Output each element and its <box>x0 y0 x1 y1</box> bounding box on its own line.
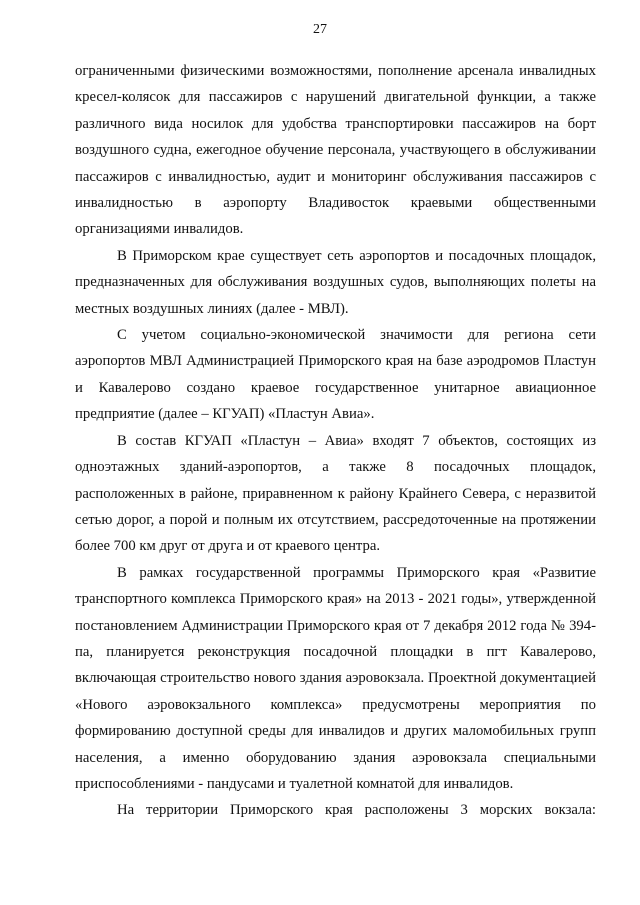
page-number: 27 <box>313 22 327 37</box>
paragraph-continuation: ограниченными физическими возможностями, пополнение арсенала инвалидных кресел-колясок для пассажиров с нарушений двигательной функции, а также различного вида носилок для удобства транспортировки пассажиров на борт воздушного судна, ежегодное обучение персонала, участвующего в обслуживании пассажиров с инвалидностью, аудит и мониторинг обслуживания пассажиров с инвалидностью в аэропорту Владивосток краевыми общественными организациями инвалидов. <box>75 63 596 238</box>
paragraph-mvl-network: В Приморском крае существует сеть аэропортов и посадочных площадок, предназначенных для обслуживания воздушных судов, выполняющих полеты на местных воздушных линиях (далее - МВЛ). <box>75 247 596 317</box>
paragraph-sea-terminals: На территории Приморского края расположены 3 морских вокзала: <box>117 802 596 819</box>
paragraph-kguap-creation: С учетом социально-экономической значимости для региона сети аэропортов МВЛ Администрацией Приморского края на базе аэродромов Пластун и Кавалерово создано краевое государственное унитарное авиационное предприятие (далее – КГУАП) «Пластун Авиа». <box>75 327 596 423</box>
document-body <box>75 58 596 824</box>
paragraph-kguap-composition: В состав КГУАП «Пластун – Авиа» входят 7 объектов, состоящих из одноэтажных зданий-аэропортов, а также 8 посадочных площадок, расположенных в районе, приравненном к району Крайнего Севера, с неразвитой сетью дорог, а порой и полным их отсутствием, рассредоточенные на протяжении более 700 км друг от друга и от краевого центра. <box>75 432 596 555</box>
paragraph-state-program: В рамках государственной программы Приморского края «Развитие транспортного комплекса Приморского края» на 2013 - 2021 годы», утвержденной постановлением Администрации Приморского края от 7 декабря 2012 года № 394-па, планируется реконструкция посадочной площадки в пгт Кавалерово, включающая строительство нового здания аэровокзала. Проектной документацией «Нового аэровокзального комплекса» предусмотрены мероприятия по формированию доступной среды для инвалидов и других маломобильных групп населения, а именно оборудованию здания аэровокзала специальными приспособлениями - пандусами и туалетной комнатой для инвалидов. <box>75 564 596 792</box>
